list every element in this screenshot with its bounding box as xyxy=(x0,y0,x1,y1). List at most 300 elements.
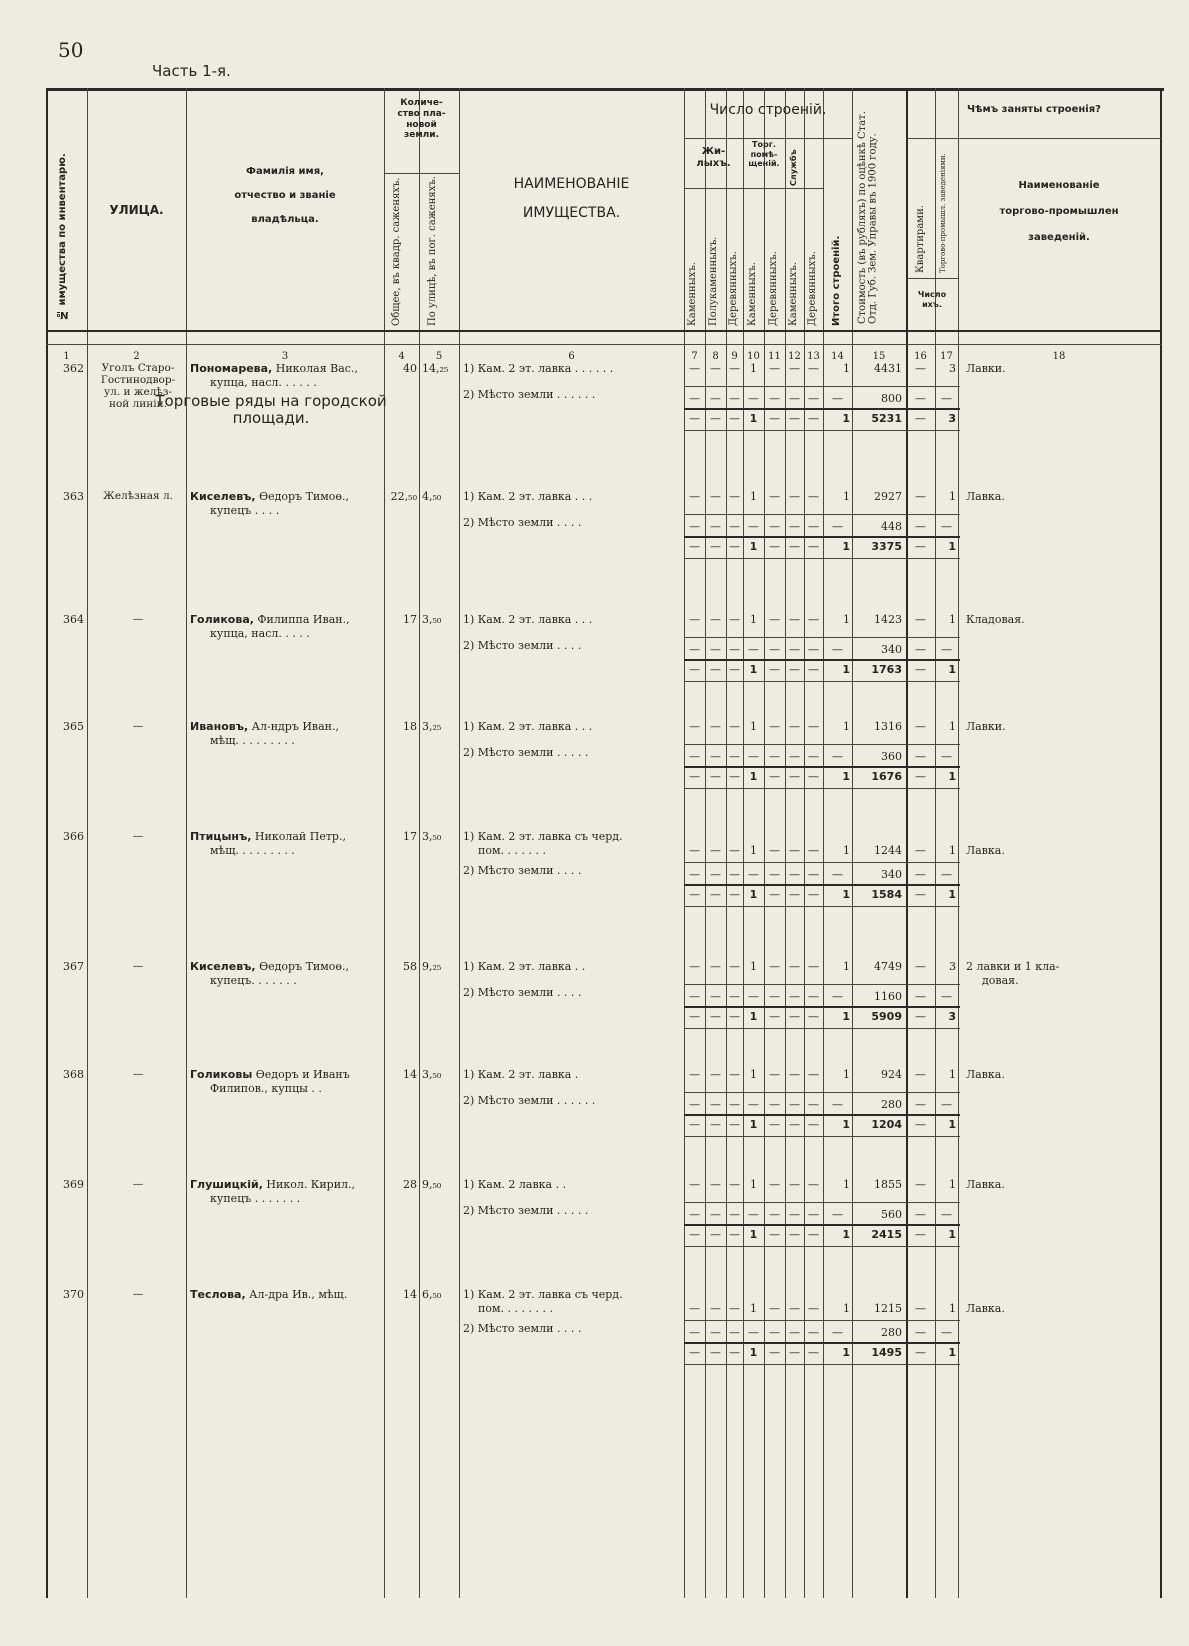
property-item: 1) Кам. 2 эт. лавка . xyxy=(463,1068,579,1081)
total-buildings: 1 xyxy=(843,1068,850,1081)
street-line: ной линіи. xyxy=(108,398,168,411)
total-buildings: 1 xyxy=(843,720,850,733)
header-c7: Каменныхъ. xyxy=(687,262,698,326)
owner-cell xyxy=(190,720,384,748)
enterprise-name xyxy=(966,1178,1158,1192)
col-number: 1 xyxy=(63,351,70,362)
total-row-buildings: 1 xyxy=(842,663,850,676)
valuation-building: 1215 xyxy=(874,1302,902,1315)
dash-cell: — xyxy=(915,990,926,1003)
owner-line xyxy=(190,720,384,734)
dash-cell: — xyxy=(941,750,952,763)
total-rule xyxy=(684,766,960,768)
dash-cell: — xyxy=(789,362,800,375)
row-rule xyxy=(684,1028,960,1029)
dash-cell: — xyxy=(769,663,780,676)
part-label: Часть 1-я. xyxy=(152,62,231,80)
dash-cell: — xyxy=(832,868,843,881)
dash-cell: — xyxy=(769,990,780,1003)
property-item: 2) Мѣсто земли . . . . xyxy=(463,639,582,652)
col-number: 8 xyxy=(712,351,719,362)
col-number: 12 xyxy=(788,351,801,362)
header-c8: Полукаменныхъ. xyxy=(708,236,719,326)
inventory-number: 369 xyxy=(63,1178,84,1191)
header-land-line: Количе- xyxy=(400,98,443,108)
dash-cell: — xyxy=(789,613,800,626)
dash-cell: — xyxy=(789,1118,800,1131)
dash-cell: — xyxy=(769,392,780,405)
total-stone-trade: 1 xyxy=(749,1346,758,1359)
header-enterprise-line: Наименованіе xyxy=(1018,180,1100,191)
total-enterprise-count: 1 xyxy=(948,540,956,553)
dash-cell: — xyxy=(808,868,819,881)
enterprise-name xyxy=(966,720,1158,734)
dash-cell: — xyxy=(789,1302,800,1315)
dash-cell: — xyxy=(769,1068,780,1081)
dash-cell: — xyxy=(710,1228,721,1241)
owner-given: Филиппа Иван., xyxy=(253,613,350,626)
enterprise-name-line: Кладовая. xyxy=(966,613,1025,626)
row-rule xyxy=(684,906,960,907)
property-item: 2) Мѣсто земли . . . . xyxy=(463,864,582,877)
property-item: пом. . . . . . . . xyxy=(478,1302,553,1315)
valuation-land: 448 xyxy=(881,520,902,533)
apartments-count: — xyxy=(915,1068,926,1081)
apartments-count: — xyxy=(915,490,926,503)
dash-cell: — xyxy=(710,844,721,857)
land-area: 14 xyxy=(403,1068,417,1081)
dash-cell: — xyxy=(748,643,759,656)
header-owner-line: отчество и званіе xyxy=(234,190,336,201)
total-buildings: 1 xyxy=(843,1302,850,1315)
dash-cell: — xyxy=(689,844,700,857)
dash-cell: — xyxy=(710,663,721,676)
land-frontage: 9,₂₅ xyxy=(422,960,442,973)
owner-status: Филипов., купцы . . xyxy=(210,1081,322,1095)
dash-cell: — xyxy=(808,720,819,733)
owner-cell xyxy=(190,830,384,858)
dash-cell: — xyxy=(789,540,800,553)
dash-cell: — xyxy=(729,960,740,973)
valuation-building: 4749 xyxy=(874,960,902,973)
dash-cell: — xyxy=(748,750,759,763)
owner-status: мѣщ. . . . . . . . . xyxy=(210,733,295,747)
stone-trade-count: 1 xyxy=(750,490,757,503)
dash-cell: — xyxy=(710,960,721,973)
enterprise-name xyxy=(966,960,1158,988)
dash-cell: — xyxy=(789,663,800,676)
header-trade-line: помѣ- xyxy=(750,149,778,159)
dash-cell: — xyxy=(915,392,926,405)
total-stone-trade: 1 xyxy=(749,540,758,553)
enterprise-name xyxy=(966,613,1158,627)
header-c11: Деревянныхъ. xyxy=(768,251,779,326)
total-stone-trade: 1 xyxy=(749,770,758,783)
owner-cell xyxy=(190,613,384,641)
dash-cell: — xyxy=(808,520,819,533)
header-rule xyxy=(906,278,958,279)
row-rule xyxy=(684,637,960,638)
enterprise-count: 1 xyxy=(949,1068,956,1081)
valuation-building: 1423 xyxy=(874,613,902,626)
row-rule xyxy=(684,744,960,745)
owner-line xyxy=(190,1288,384,1302)
dash-cell: — xyxy=(808,1208,819,1221)
land-area: 18 xyxy=(403,720,417,733)
dash-cell: — xyxy=(789,960,800,973)
dash-cell: — xyxy=(769,643,780,656)
dash-cell: — xyxy=(832,1098,843,1111)
dash-cell: — xyxy=(789,1346,800,1359)
col-number: 11 xyxy=(768,351,781,362)
land-frontage: 3,₅₀ xyxy=(422,830,442,843)
dash-cell: — xyxy=(808,613,819,626)
header-apartments: Квартирами. xyxy=(915,205,926,273)
enterprise-name-line: Лавки. xyxy=(966,720,1006,733)
total-valuation: 2415 xyxy=(871,1228,902,1241)
total-valuation: 1676 xyxy=(871,770,902,783)
stone-trade-count: 1 xyxy=(750,1302,757,1315)
header-total-buildings: Итого строеній. xyxy=(831,235,842,326)
street-cell xyxy=(90,362,186,410)
row-rule xyxy=(684,1136,960,1137)
owner-given: Өедоръ Тимоө., xyxy=(255,490,350,503)
dash-cell: — xyxy=(808,1326,819,1339)
dash-cell: — xyxy=(808,540,819,553)
owner-given: Николая Вас., xyxy=(272,362,358,375)
header-rule xyxy=(906,138,1162,139)
dash-cell: — xyxy=(689,1010,700,1023)
dash-cell: — xyxy=(748,1326,759,1339)
dash-cell: — xyxy=(729,844,740,857)
apartments-count: — xyxy=(915,844,926,857)
enterprise-count: 3 xyxy=(949,362,956,375)
header-area: Общее, въ квадр. саженяхъ. xyxy=(391,177,402,326)
land-area: 40 xyxy=(403,362,417,375)
total-rule xyxy=(684,1114,960,1116)
owner-surname: Ивановъ, xyxy=(190,720,249,733)
dash-cell: — xyxy=(769,750,780,763)
dash-cell: — xyxy=(789,392,800,405)
dash-cell: — xyxy=(710,490,721,503)
dash-cell: — xyxy=(808,990,819,1003)
inventory-number: 370 xyxy=(63,1288,84,1301)
row-rule xyxy=(684,1092,960,1093)
owner-cell xyxy=(190,960,384,988)
header-owner xyxy=(186,166,384,226)
enterprise-name xyxy=(966,844,1158,858)
table-row xyxy=(46,1178,1164,1288)
dash-cell: — xyxy=(689,1208,700,1221)
dash-cell: — xyxy=(808,960,819,973)
owner-surname: Голикова, xyxy=(190,613,254,626)
dash-cell: — xyxy=(729,1178,740,1191)
street-line: — xyxy=(132,830,144,842)
street-cell xyxy=(90,960,186,972)
dash-cell: — xyxy=(710,1178,721,1191)
dash-cell: — xyxy=(769,1302,780,1315)
total-rule xyxy=(684,408,960,410)
dash-cell: — xyxy=(808,1178,819,1191)
dash-cell: — xyxy=(689,960,700,973)
col-number: 6 xyxy=(568,351,575,362)
land-frontage: 3,₅₀ xyxy=(422,1068,442,1081)
street-line: Гостинодвор- xyxy=(100,374,176,387)
valuation-land: 340 xyxy=(881,868,902,881)
dash-cell: — xyxy=(941,868,952,881)
owner-status: купца, насл. . . . . xyxy=(210,626,310,640)
property-item: 1) Кам. 2 лавка . . xyxy=(463,1178,567,1191)
owner-cell xyxy=(190,362,384,390)
col-number: 4 xyxy=(398,351,405,362)
dash-cell: — xyxy=(808,1010,819,1023)
total-buildings: 1 xyxy=(843,362,850,375)
enterprise-name-line: Лавка. xyxy=(966,1178,1005,1191)
owner-given: Ал-дра Ив., мѣщ. xyxy=(245,1288,348,1301)
total-rule xyxy=(684,1224,960,1226)
owner-cell xyxy=(190,1068,384,1096)
land-area: 22,₅₀ xyxy=(390,490,417,503)
header-property-line: ИМУЩЕСТВА. xyxy=(522,204,621,221)
col-number: 14 xyxy=(831,351,844,362)
property-item: пом. . . . . . . xyxy=(478,844,546,857)
dash-cell: — xyxy=(689,1228,700,1241)
header-c9: Деревянныхъ. xyxy=(728,251,739,326)
total-valuation: 3375 xyxy=(871,540,902,553)
property-item: 1) Кам. 2 эт. лавка . . . xyxy=(463,490,593,503)
dash-cell: — xyxy=(832,392,843,405)
dash-cell: — xyxy=(808,362,819,375)
street-cell xyxy=(90,1288,186,1300)
col-number: 7 xyxy=(691,351,698,362)
owner-status: мѣщ. . . . . . . . . xyxy=(210,843,295,857)
dash-cell: — xyxy=(729,888,740,901)
dash-cell: — xyxy=(769,888,780,901)
total-row-buildings: 1 xyxy=(842,1228,850,1241)
total-valuation: 1584 xyxy=(871,888,902,901)
owner-status: купецъ . . . . . . . xyxy=(210,1191,301,1205)
dash-cell: — xyxy=(729,1228,740,1241)
dash-cell: — xyxy=(729,490,740,503)
apartments-count: — xyxy=(915,960,926,973)
owner-surname: Глушицкій, xyxy=(190,1178,263,1191)
dash-cell: — xyxy=(729,540,740,553)
property-item: 2) Мѣсто земли . . . . xyxy=(463,986,582,999)
table-row xyxy=(46,1068,1164,1178)
owner-line xyxy=(190,960,384,974)
dash-cell: — xyxy=(808,1346,819,1359)
dash-cell: — xyxy=(710,1068,721,1081)
street-cell xyxy=(90,1178,186,1190)
dash-cell: — xyxy=(789,770,800,783)
header-bottom-rule xyxy=(46,330,1162,332)
property-item: 2) Мѣсто земли . . . . xyxy=(463,516,582,529)
stone-trade-count: 1 xyxy=(750,720,757,733)
header-owner-line: владѣльца. xyxy=(251,214,319,225)
apartments-count: — xyxy=(915,1302,926,1315)
property-item: 1) Кам. 2 эт. лавка съ черд. xyxy=(463,1288,623,1301)
dash-cell: — xyxy=(808,770,819,783)
valuation-building: 1855 xyxy=(874,1178,902,1191)
total-stone-trade: 1 xyxy=(749,1118,758,1131)
dash-cell: — xyxy=(769,1118,780,1131)
valuation-land: 360 xyxy=(881,750,902,763)
col-number: 16 xyxy=(914,351,927,362)
dash-cell: — xyxy=(769,490,780,503)
total-buildings: 1 xyxy=(843,490,850,503)
dash-cell: — xyxy=(789,1326,800,1339)
property-item: 1) Кам. 2 эт. лавка . . . . . . xyxy=(463,362,614,375)
row-rule xyxy=(684,430,960,431)
total-enterprise-count: 1 xyxy=(948,1346,956,1359)
total-stone-trade: 1 xyxy=(749,663,758,676)
header-frontage: По улицѣ, въ пог. саженяхъ. xyxy=(427,176,438,326)
dash-cell: — xyxy=(729,1208,740,1221)
col-number: 2 xyxy=(133,351,140,362)
land-frontage: 6,₅₀ xyxy=(422,1288,442,1301)
dash-cell: — xyxy=(832,750,843,763)
valuation-building: 1244 xyxy=(874,844,902,857)
dash-cell: — xyxy=(689,1098,700,1111)
header-rule xyxy=(684,138,852,139)
owner-cell xyxy=(190,1288,384,1302)
enterprise-name-line: 2 лавки и 1 кла- xyxy=(966,960,1060,973)
table-row xyxy=(46,613,1164,723)
dash-cell: — xyxy=(769,520,780,533)
header-c10: Каменныхъ. xyxy=(747,262,758,326)
dash-cell: — xyxy=(689,868,700,881)
header-inventory-no: № имущества по инвентарю. xyxy=(57,153,68,320)
owner-surname: Киселевъ, xyxy=(190,960,256,973)
property-item: 1) Кам. 2 эт. лавка . . . xyxy=(463,720,593,733)
total-enterprise-count: 1 xyxy=(948,1118,956,1131)
dash-cell: — xyxy=(729,720,740,733)
owner-surname: Пономарева, xyxy=(190,362,273,375)
dash-cell: — xyxy=(789,412,800,425)
dash-cell: — xyxy=(789,1178,800,1191)
property-item: 2) Мѣсто земли . . . . . . xyxy=(463,388,596,401)
dash-cell: — xyxy=(689,613,700,626)
dash-cell: — xyxy=(915,1326,926,1339)
enterprise-name-line: Лавка. xyxy=(966,1068,1005,1081)
dash-cell: — xyxy=(941,392,952,405)
stone-trade-count: 1 xyxy=(750,844,757,857)
street-line: — xyxy=(132,1068,144,1080)
dash-cell: — xyxy=(748,868,759,881)
table-row xyxy=(46,960,1164,1070)
dash-cell: — xyxy=(710,1208,721,1221)
street-line: — xyxy=(132,720,144,732)
dash-cell: — xyxy=(915,643,926,656)
dash-cell: — xyxy=(789,1068,800,1081)
dash-cell: — xyxy=(710,412,721,425)
dash-cell: — xyxy=(769,362,780,375)
enterprise-name-line: Лавка. xyxy=(966,844,1005,857)
total-stone-trade: 1 xyxy=(749,888,758,901)
dash-cell: — xyxy=(915,663,926,676)
owner-status: купецъ . . . . xyxy=(210,503,280,517)
dash-cell: — xyxy=(769,1208,780,1221)
dash-cell: — xyxy=(915,540,926,553)
dash-cell: — xyxy=(769,613,780,626)
dash-cell: — xyxy=(710,1346,721,1359)
apartments-count: — xyxy=(915,613,926,626)
row-rule xyxy=(684,558,960,559)
land-area: 28 xyxy=(403,1178,417,1191)
dash-cell: — xyxy=(941,1326,952,1339)
dash-cell: — xyxy=(710,750,721,763)
owner-line xyxy=(190,1068,384,1082)
total-enterprise-count: 3 xyxy=(948,412,956,425)
row-rule xyxy=(684,386,960,387)
dash-cell: — xyxy=(689,1326,700,1339)
owner-status: купца, насл. . . . . . xyxy=(210,375,317,389)
dash-cell: — xyxy=(729,1326,740,1339)
header-property-line: НАИМЕНОВАНІЕ xyxy=(513,176,630,192)
dash-cell: — xyxy=(710,1010,721,1023)
dash-cell: — xyxy=(710,1326,721,1339)
dash-cell: — xyxy=(789,888,800,901)
enterprise-count: 1 xyxy=(949,490,956,503)
dash-cell: — xyxy=(769,1228,780,1241)
dash-cell: — xyxy=(710,888,721,901)
col-number: 5 xyxy=(435,351,443,362)
property-item: 1) Кам. 2 эт. лавка съ черд. xyxy=(463,830,623,843)
enterprise-count: 1 xyxy=(949,613,956,626)
street-cell xyxy=(90,830,186,842)
header-count-line: Число xyxy=(917,290,947,299)
dash-cell: — xyxy=(769,1326,780,1339)
total-row-buildings: 1 xyxy=(842,1118,850,1131)
property-item: 2) Мѣсто земли . . . . . xyxy=(463,746,589,759)
owner-cell xyxy=(190,490,384,518)
dash-cell: — xyxy=(769,1098,780,1111)
street-line: — xyxy=(132,960,144,972)
total-rule xyxy=(684,1342,960,1344)
table-row xyxy=(46,362,1164,472)
apartments-count: — xyxy=(915,362,926,375)
dash-cell: — xyxy=(710,720,721,733)
total-rule xyxy=(684,536,960,538)
street-line: ул. и желѣз- xyxy=(103,386,172,399)
col-number: 10 xyxy=(747,351,760,362)
col-number: 3 xyxy=(281,351,289,362)
total-buildings: 1 xyxy=(843,960,850,973)
header-trade-line: Торг. xyxy=(752,140,776,149)
dash-cell: — xyxy=(941,1208,952,1221)
dash-cell: — xyxy=(915,888,926,901)
dash-cell: — xyxy=(729,392,740,405)
page-number: 50 xyxy=(58,38,84,62)
enterprise-name xyxy=(966,490,1158,504)
dash-cell: — xyxy=(689,643,700,656)
inventory-number: 364 xyxy=(63,613,84,626)
dash-cell: — xyxy=(748,392,759,405)
dash-cell: — xyxy=(808,750,819,763)
total-stone-trade: 1 xyxy=(749,1010,758,1023)
header-owner-line: Фамилія имя, xyxy=(246,166,324,177)
dash-cell: — xyxy=(710,770,721,783)
inventory-number: 367 xyxy=(63,960,84,973)
inventory-number: 365 xyxy=(63,720,84,733)
valuation-building: 1316 xyxy=(874,720,902,733)
dash-cell: — xyxy=(941,520,952,533)
header-occupied: Чѣмъ заняты строенія? xyxy=(967,104,1101,115)
dash-cell: — xyxy=(710,1302,721,1315)
total-rule xyxy=(684,884,960,886)
street-cell xyxy=(90,1068,186,1080)
total-buildings: 1 xyxy=(843,613,850,626)
